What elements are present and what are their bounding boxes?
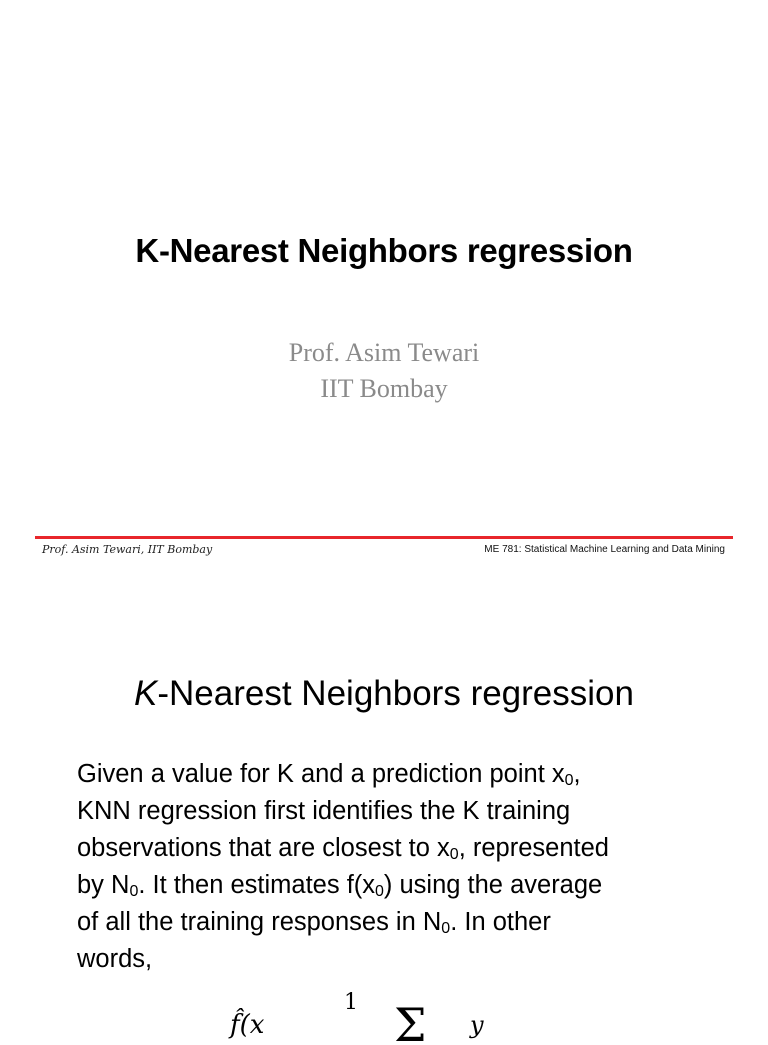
formula-sum: Σ <box>394 998 427 1045</box>
title-rest: -Nearest Neighbors regression <box>157 674 634 713</box>
formula-rhs: y <box>470 1011 484 1039</box>
body-line-6: words, <box>77 945 153 973</box>
text: of all the training responses in N <box>77 908 442 936</box>
author-institution: IIT Bombay <box>320 374 448 403</box>
subscript: 0 <box>129 883 139 900</box>
knn-formula <box>228 985 528 1045</box>
subscript: 0 <box>441 920 451 937</box>
text: by N <box>77 871 130 899</box>
text: ) using the average <box>383 871 603 899</box>
author-name: Prof. Asim Tewari <box>288 338 480 367</box>
slide-2-body <box>77 756 707 978</box>
body-line-3 <box>77 830 707 867</box>
formula-lhs: f̂(x <box>230 1010 265 1040</box>
body-line-4 <box>77 867 707 904</box>
title-k: K <box>134 674 158 713</box>
text: Given a value for K and a prediction point x <box>77 760 565 788</box>
body-line-2: KNN regression first identifies the K training <box>77 797 571 825</box>
body-line-1 <box>77 756 707 793</box>
text: , represented <box>458 834 609 862</box>
footer-author: Prof. Asim Tewari, IIT Bombay <box>42 543 213 556</box>
subscript: 0 <box>375 883 384 900</box>
text: . It then estimates f(x <box>138 871 376 899</box>
footer-course: ME 781: Statistical Machine Learning and Data Mining <box>484 544 725 555</box>
text: observations that are closest to x <box>77 834 450 862</box>
subscript: 0 <box>449 846 459 863</box>
body-line-5 <box>77 904 707 941</box>
text: , <box>573 760 581 788</box>
slide-2-title <box>0 674 768 714</box>
formula-numerator: 1 <box>344 990 358 1015</box>
text: . In other <box>450 908 551 936</box>
slide-title: K-Nearest Neighbors regression <box>135 232 633 269</box>
footer-divider <box>35 536 733 539</box>
subscript: 0 <box>564 772 574 789</box>
